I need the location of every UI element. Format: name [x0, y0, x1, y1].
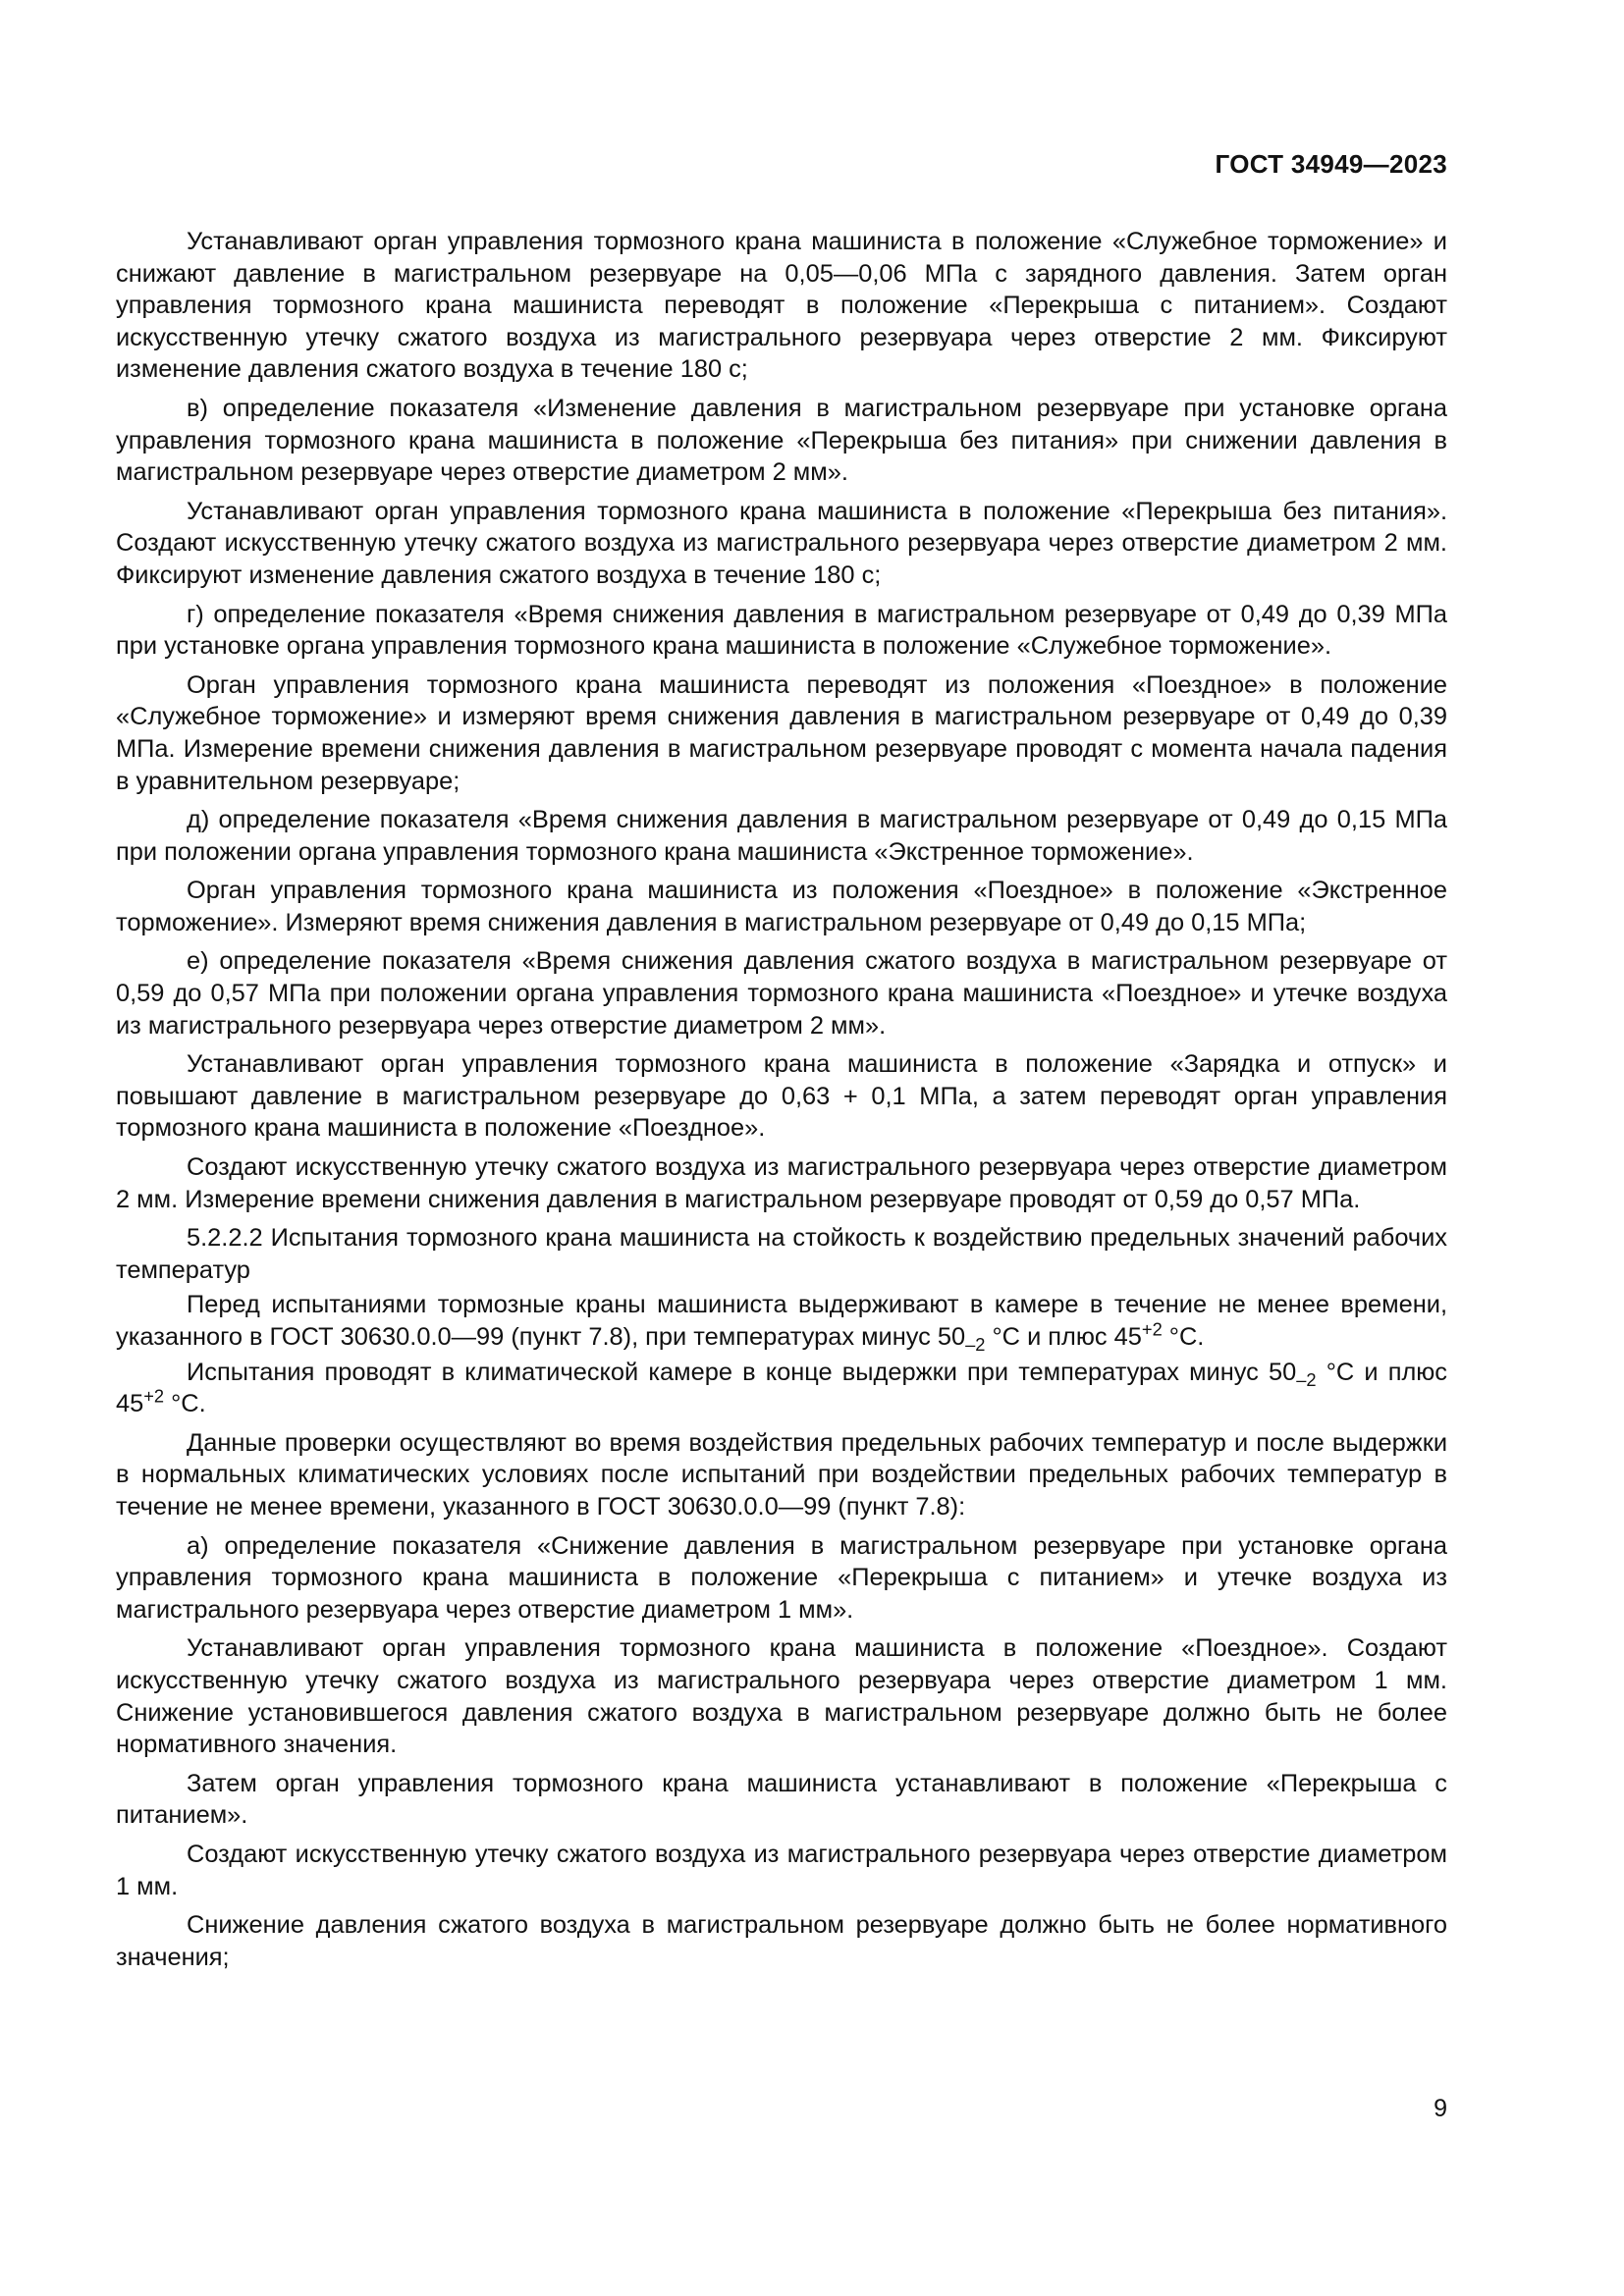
temp-subscript: –2	[965, 1334, 986, 1356]
paragraph: в) определение показателя «Изменение давления в магистральном резервуаре при установке органа управления тормозного крана машиниста в положение «Перекрыша без питания» при снижении давления в магистральном резервуаре через отверстие диаметром 2 мм».	[116, 394, 1447, 487]
temp-end: °С.	[1162, 1323, 1205, 1351]
paragraph-temperature-2	[116, 1357, 1447, 1420]
temp-superscript: +2	[143, 1385, 165, 1407]
temp-mid: °С и плюс 45	[985, 1323, 1142, 1351]
paragraph: Создают искусственную утечку сжатого воздуха из магистрального резервуара через отверстие диаметром 2 мм. Измерение времени снижения давления в магистральном резервуаре проводят от 0,59 до 0,57 МПа.	[116, 1153, 1447, 1213]
paragraph: Орган управления тормозного крана машиниста переводят из положения «Поездное» в положение «Служебное торможение» и измеряют время снижения давления в магистральном резервуаре от 0,49 до 0,39 МПа. Измерение времени снижения давления в магистральном резервуаре проводят с момента начала падения в уравнительном резервуаре;	[116, 670, 1447, 795]
temp-text: Испытания проводят в климатической камере в конце выдержки при температурах минус 50	[187, 1358, 1297, 1386]
paragraph: Данные проверки осуществляют во время воздействия предельных рабочих температур и после выдержки в нормальных климатических условиях после испытаний при воздействии предельных рабочих температур в течение не менее времени, указанного в ГОСТ 30630.0.0—99 (пункт 7.8):	[116, 1428, 1447, 1521]
paragraph: Устанавливают орган управления тормозного крана машиниста в положение «Служебное торможение» и снижают давление в магистральном резервуаре на 0,05—0,06 МПа с зарядного давления. Затем орган управления тормозного крана машиниста переводят в положение «Перекрыша с питанием». Создают искусственную утечку сжатого воздуха из магистрального резервуара через отверстие 2 мм. Фиксируют изменение давления сжатого воздуха в течение 180 с;	[116, 228, 1447, 384]
section-heading: 5.2.2.2 Испытания тормозного крана машиниста на стойкость к воздействию предельных значений рабочих температур	[116, 1224, 1447, 1284]
paragraph: а) определение показателя «Снижение давления в магистральном резервуаре при установке органа управления тормозного крана машиниста в положение «Перекрыша с питанием» и утечке воздуха из магистрального резервуара через отверстие диаметром 1 мм».	[116, 1531, 1447, 1624]
paragraph: е) определение показателя «Время снижения давления сжатого воздуха в магистральном резервуаре от 0,59 до 0,57 МПа при положении органа управления тормозного крана машиниста «Поездное» и утечке воздуха из магистрального резервуара через отверстие диаметром 2 мм».	[116, 947, 1447, 1040]
paragraph: Снижение давления сжатого воздуха в магистральном резервуаре должно быть не более нормативного значения;	[116, 1911, 1447, 1971]
paragraph-temperature-1	[116, 1289, 1447, 1356]
document-header: ГОСТ 34949—2023	[1215, 149, 1447, 179]
temp-subscript: –2	[1296, 1368, 1317, 1390]
page-number: 9	[1434, 2095, 1447, 2122]
temp-end: °С.	[164, 1390, 206, 1418]
temp-superscript: +2	[1141, 1318, 1163, 1340]
paragraph: Орган управления тормозного крана машиниста из положения «Поездное» в положение «Экстренное торможение». Измеряют время снижения давления в магистральном резервуаре от 0,49 до 0,15 МПа;	[116, 877, 1447, 936]
paragraph: Устанавливают орган управления тормозного крана машиниста в положение «Перекрыша без питания». Создают искусственную утечку сжатого воздуха из магистрального резервуара через отверстие диаметром 2 мм. Фиксируют изменение давления сжатого воздуха в течение 180 с;	[116, 497, 1447, 589]
paragraph: Создают искусственную утечку сжатого воздуха из магистрального резервуара через отверстие диаметром 1 мм.	[116, 1840, 1447, 1900]
temp-mid: °С и плюс 45	[116, 1358, 1448, 1418]
paragraph: Устанавливают орган управления тормозного крана машиниста в положение «Зарядка и отпуск» и повышают давление в магистральном резервуаре до 0,63 + 0,1 МПа, а затем переводят орган управления тормозного крана машиниста в положение «Поездное».	[116, 1050, 1447, 1143]
paragraph: Устанавливают орган управления тормозного крана машиниста в положение «Поездное». Создают искусственную утечку сжатого воздуха из магистрального резервуара через отверстие диаметром 1 мм. Снижение установившегося давления сжатого воздуха в магистральном резервуаре должно быть не более нормативного значения.	[116, 1634, 1447, 1759]
paragraph: д) определение показателя «Время снижения давления в магистральном резервуаре от 0,49 до 0,15 МПа при положении органа управления тормозного крана машиниста «Экстренное торможение».	[116, 806, 1447, 866]
temp-text: Перед испытаниями тормозные краны машиниста выдерживают в камере в течение не менее времени, указанного в ГОСТ 30630.0.0—99 (пункт 7.8), при температурах минус 50	[116, 1291, 1447, 1351]
paragraph: Затем орган управления тормозного крана машиниста устанавливают в положение «Перекрыша с питанием».	[116, 1769, 1447, 1830]
document-body	[116, 226, 1447, 1980]
paragraph: г) определение показателя «Время снижения давления в магистральном резервуаре от 0,49 до 0,39 МПа при установке органа управления тормозного крана машиниста в положение «Служебное торможение».	[116, 600, 1447, 661]
